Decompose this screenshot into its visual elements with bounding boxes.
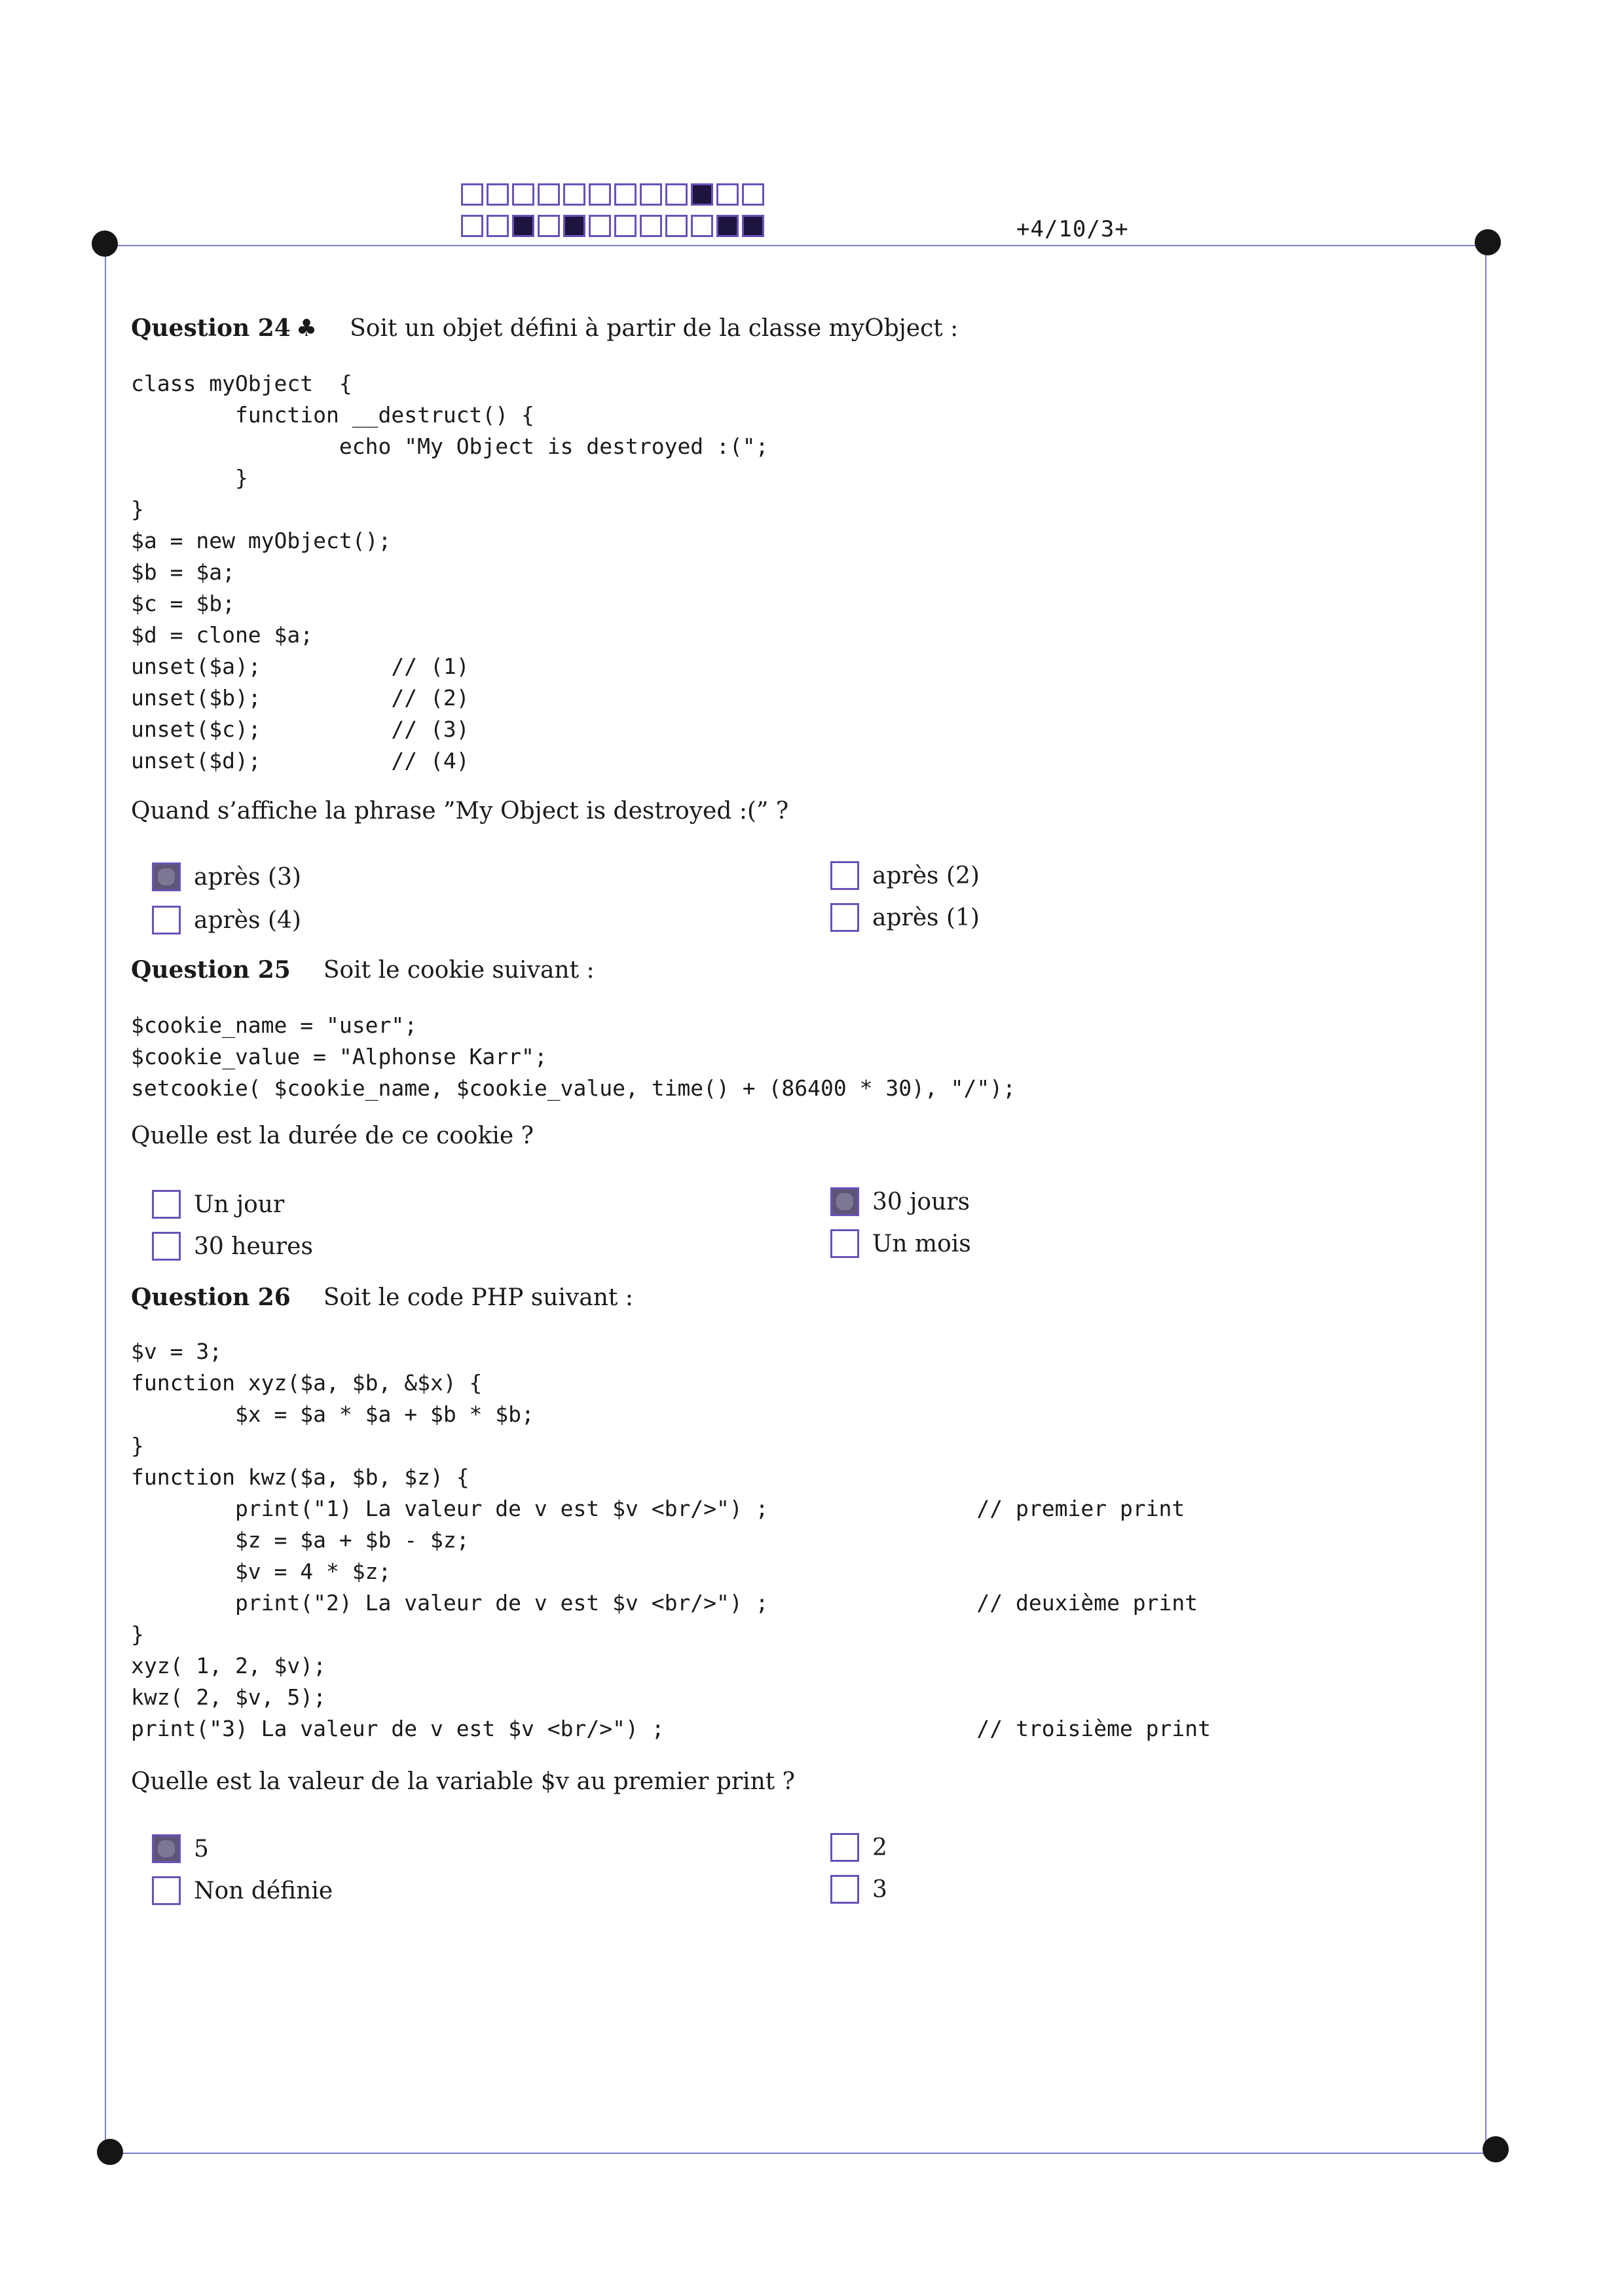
answer-label: après (1) <box>872 904 980 931</box>
corner-code-row-1 <box>461 183 767 206</box>
question-prompt: Quelle est la valeur de la variable $v au premier print ? <box>131 1768 795 1795</box>
answer-option[interactable] <box>830 1873 887 1906</box>
answer-label: Un mois <box>872 1230 971 1257</box>
code-cell <box>512 215 534 237</box>
answer-label: 3 <box>872 1876 887 1903</box>
code-cell <box>665 183 688 206</box>
code-cell <box>512 183 534 206</box>
code-cell <box>461 215 483 237</box>
question-number: Question 25 <box>131 956 291 984</box>
code-cell <box>538 183 560 206</box>
answer-checkbox[interactable] <box>830 1229 859 1258</box>
question-prompt: Quand s’affiche la phrase ”My Object is destroyed :(” ? <box>131 798 789 824</box>
answer-option[interactable] <box>152 904 301 936</box>
answer-checkbox[interactable] <box>152 1232 181 1261</box>
question-intro: Soit le code PHP suivant : <box>323 1284 633 1311</box>
code-cell <box>461 183 483 206</box>
answer-option[interactable] <box>152 861 301 893</box>
answer-label: Non définie <box>194 1877 333 1904</box>
answer-label: 5 <box>194 1835 209 1862</box>
code-cell <box>716 183 739 206</box>
answer-label: 2 <box>872 1834 887 1861</box>
answer-label: après (4) <box>194 906 301 934</box>
answer-label: après (2) <box>872 862 980 889</box>
code-cell <box>665 215 688 237</box>
code-cell <box>538 215 560 237</box>
code-cell <box>640 215 662 237</box>
answer-option[interactable] <box>152 1874 333 1907</box>
question-number: Question 24 ♣ <box>131 314 318 342</box>
answer-checkbox[interactable] <box>830 903 859 932</box>
answer-option[interactable] <box>152 1832 209 1865</box>
answer-label: Un jour <box>194 1191 285 1218</box>
answer-checkbox[interactable] <box>830 1187 859 1216</box>
question-header <box>131 314 958 342</box>
answer-checkbox[interactable] <box>830 1833 859 1862</box>
code-cell <box>691 183 713 206</box>
code-cell <box>742 215 764 237</box>
answer-option[interactable] <box>830 859 980 892</box>
code-cell <box>614 215 637 237</box>
registration-mark <box>1483 2136 1509 2162</box>
answer-option[interactable] <box>830 901 980 934</box>
registration-mark <box>97 2139 123 2165</box>
code-cell <box>640 183 662 206</box>
question-intro: Soit le cookie suivant : <box>323 957 595 984</box>
code-cell <box>742 183 764 206</box>
code-cell <box>614 183 637 206</box>
answer-label: 30 jours <box>872 1188 970 1215</box>
club-symbol: ♣ <box>295 315 318 342</box>
code-block: $cookie_name = "user"; $cookie_value = "Alphonse Karr"; setcookie( $cookie_name, $cookie_value, time() + (86400 * 30), "/"); <box>131 1012 1016 1101</box>
corner-code-row-2 <box>461 215 767 237</box>
answer-label: après (3) <box>194 863 301 891</box>
answer-option[interactable] <box>830 1185 970 1218</box>
question-header <box>131 1284 633 1311</box>
question-prompt: Quelle est la durée de ce cookie ? <box>131 1122 534 1149</box>
answer-option[interactable] <box>830 1227 971 1260</box>
registration-mark <box>1475 229 1501 255</box>
question-intro: Soit un objet défini à partir de la classe myObject : <box>350 315 959 342</box>
answer-option[interactable] <box>152 1230 313 1263</box>
answer-checkbox[interactable] <box>152 862 181 891</box>
answer-checkbox[interactable] <box>830 861 859 890</box>
answer-checkbox[interactable] <box>152 1876 181 1905</box>
code-cell <box>589 215 611 237</box>
code-cell <box>563 215 585 237</box>
code-block: $v = 3; function xyz($a, $b, &$x) { $x = $a * $a + $b * $b; } function kwz($a, $b, $z) { print("1) La valeur de v est $v <br/>") ; // premier print $z = $a + $b - $z; $v = 4 * $z; print("2) La valeur de v est $v <br/>") ; // deuxième print } xyz( 1, 2, $v); kwz( 2, $v, 5); print("3) La valeur de v est $v <br/>") ; // troisième print <box>131 1339 1211 1741</box>
page-id: +4/10/3+ <box>1016 216 1129 242</box>
answer-option[interactable] <box>830 1831 887 1864</box>
question-number: Question 26 <box>131 1284 291 1311</box>
answer-checkbox[interactable] <box>152 906 181 935</box>
answer-checkbox[interactable] <box>152 1190 181 1219</box>
code-cell <box>487 215 509 237</box>
question-header <box>131 956 595 984</box>
answer-checkbox[interactable] <box>830 1875 859 1904</box>
code-cell <box>691 215 713 237</box>
code-block: class myObject { function __destruct() { echo "My Object is destroyed :("; } } $a = new myObject(); $b = $a; $c = $b; $d = clone $a; unset($a); // (1) unset($b); // (2) unset($c); // (3) unset($d); // (4) <box>131 371 769 773</box>
registration-mark <box>92 231 118 257</box>
answer-option[interactable] <box>152 1188 284 1221</box>
answer-checkbox[interactable] <box>152 1834 181 1863</box>
code-cell <box>716 215 739 237</box>
code-cell <box>487 183 509 206</box>
code-cell <box>589 183 611 206</box>
code-cell <box>563 183 585 206</box>
answer-label: 30 heures <box>194 1232 313 1260</box>
